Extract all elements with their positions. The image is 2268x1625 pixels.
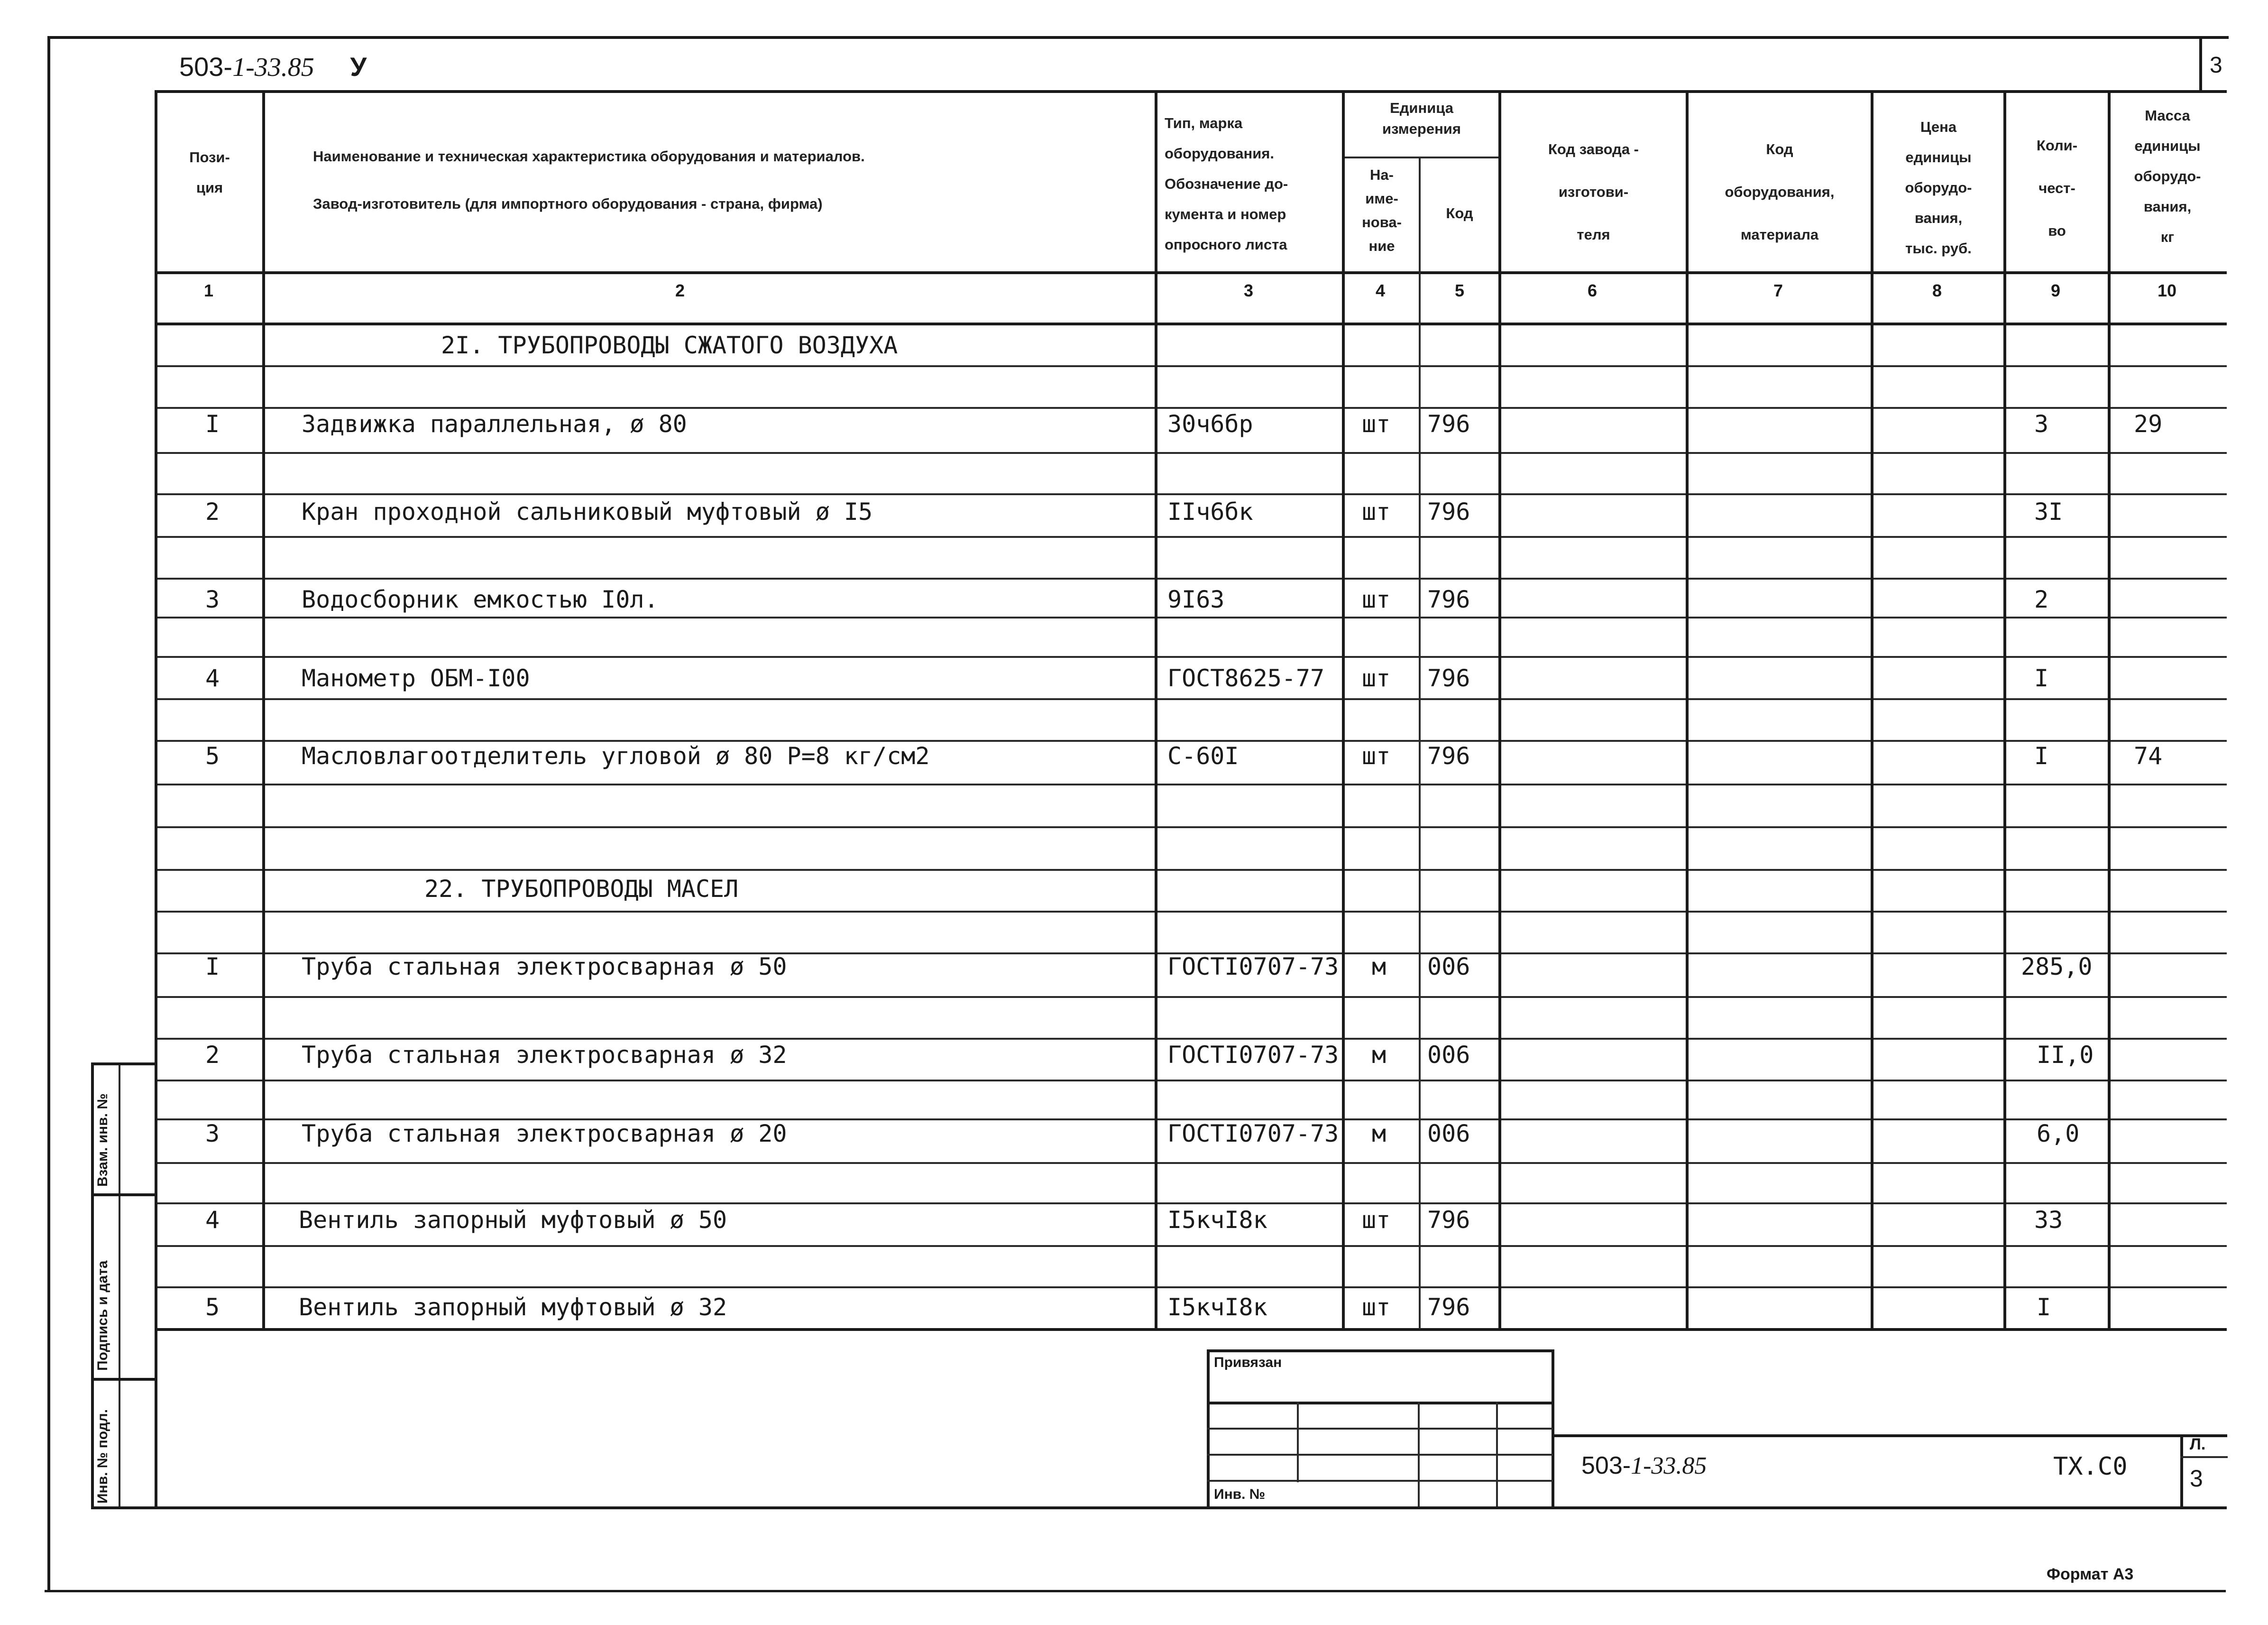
row-line — [155, 493, 2227, 495]
header-equipment-code: Код оборудования, материала — [1725, 141, 1835, 243]
side-strip-mid — [119, 1062, 120, 1508]
sheet-header: Л. — [2190, 1435, 2206, 1453]
row-unit-code: 796 — [1427, 665, 1470, 692]
col-line-6 — [1498, 90, 1501, 1329]
row-unit: м — [1372, 953, 1387, 980]
row-line — [155, 1245, 2227, 1247]
row-line — [155, 1286, 2227, 1288]
header-plant-code: Код завода - изготови- теля — [1548, 141, 1639, 243]
row-quantity: I — [2037, 1293, 2051, 1321]
row-unit: шт — [1362, 498, 1391, 526]
row-unit-code: 006 — [1427, 1041, 1470, 1069]
row-quantity: 2 — [2034, 586, 2049, 613]
sheet-number: 3 — [2190, 1465, 2203, 1492]
header-unit-name: На- име- нова- ние — [1362, 166, 1402, 254]
side-strip-top — [91, 1062, 155, 1065]
header-position: Пози- ция — [189, 149, 230, 196]
sign-date-label: Подпись и дата — [95, 1260, 110, 1371]
row-name: Манометр ОБМ-I00 — [302, 665, 530, 692]
header-quantity: Коли- чест- во — [2036, 137, 2078, 239]
row-unit: шт — [1362, 665, 1391, 692]
frame-bottom-line — [45, 1590, 2226, 1592]
row-type: I5кчI8к — [1167, 1293, 1267, 1321]
row-line — [155, 1202, 2227, 1204]
document-code-top — [179, 51, 367, 83]
column-number: 8 — [1932, 281, 1942, 300]
colnum-bottom-border — [155, 323, 2227, 325]
inv-no-label: Инв. № — [1214, 1487, 1266, 1502]
row-name: Труба стальная электросварная ø 50 — [302, 953, 787, 980]
sheet-box-left — [2180, 1434, 2183, 1508]
row-quantity: 3I — [2034, 498, 2063, 526]
side-strip-left — [91, 1062, 94, 1508]
row-name: Вентиль запорный муфтовый ø 50 — [299, 1206, 727, 1234]
bound-box-col — [1418, 1402, 1420, 1508]
row-line — [155, 1162, 2227, 1164]
row-position: 3 — [205, 586, 220, 613]
stamp-code-prefix: 503- — [1581, 1452, 1631, 1479]
row-position: 2 — [205, 498, 220, 526]
bound-box-line — [1207, 1402, 1553, 1404]
bound-label: Привязан — [1214, 1355, 1282, 1370]
row-unit: шт — [1362, 410, 1391, 438]
corner-mark: 3 — [2210, 53, 2222, 78]
header-name: Наименование и техническая характеристика оборудования и материалов. Завод-изготовитель (для импортного оборудования - страна, фирма) — [313, 148, 865, 212]
column-number: 7 — [1773, 281, 1783, 300]
row-position: 4 — [205, 1206, 220, 1234]
row-quantity: 3 — [2034, 410, 2049, 438]
row-type: I5кчI8к — [1167, 1206, 1267, 1234]
frame-top-line — [47, 36, 2229, 39]
bound-box-top — [1207, 1349, 1553, 1352]
row-name: Задвижка параллельная, ø 80 — [302, 410, 687, 438]
row-unit: м — [1372, 1041, 1387, 1069]
frame-left-line — [47, 36, 50, 1592]
column-number: 4 — [1375, 281, 1386, 300]
row-type: ГОСТI0707-73 — [1167, 1041, 1339, 1069]
row-quantity: 285,0 — [2021, 953, 2093, 980]
col-line-4 — [1342, 90, 1345, 1329]
column-number: 9 — [2050, 281, 2061, 300]
row-line — [155, 869, 2227, 871]
col-line-9 — [2003, 90, 2006, 1329]
row-unit: шт — [1362, 586, 1391, 613]
bound-box-line — [1207, 1428, 1553, 1430]
row-type: ГОСТI0707-73 — [1167, 1120, 1339, 1147]
row-position: 5 — [205, 742, 220, 770]
main-stamp-bottom — [155, 1506, 2227, 1509]
main-stamp-top — [1552, 1434, 2227, 1437]
row-line — [155, 826, 2227, 828]
row-mass: 74 — [2134, 742, 2163, 770]
bound-box-col — [1297, 1402, 1299, 1482]
row-unit-code: 006 — [1427, 1120, 1470, 1147]
row-name: Труба стальная электросварная ø 20 — [302, 1120, 787, 1147]
row-mass: 29 — [2134, 410, 2163, 438]
col-line-1 — [155, 90, 157, 1508]
col-line-8 — [1871, 90, 1873, 1329]
column-number: 1 — [203, 281, 214, 300]
side-strip-div2 — [91, 1378, 155, 1381]
row-unit-code: 796 — [1427, 1293, 1470, 1321]
replace-inv-label: Взам. инв. № — [95, 1093, 110, 1187]
header-bottom-border — [155, 271, 2227, 274]
column-number: 10 — [2157, 281, 2177, 300]
section-title: 22. ТРУБОПРОВОДЫ МАСЕЛ — [424, 875, 739, 903]
header-mass: Масса единицы оборудо- вания, кг — [2134, 107, 2201, 245]
revision-mark: У — [350, 52, 367, 82]
row-position: 2 — [205, 1041, 220, 1069]
row-line — [155, 536, 2227, 538]
row-line — [155, 911, 2227, 913]
col-line-7 — [1686, 90, 1689, 1329]
row-name: Труба стальная электросварная ø 32 — [302, 1041, 787, 1069]
row-name: Масловлагоотделитель угловой ø 80 Р=8 кг/см2 — [302, 742, 930, 770]
row-type: ГОСТI0707-73 — [1167, 953, 1339, 980]
row-quantity: 33 — [2034, 1206, 2063, 1234]
row-position: 3 — [205, 1120, 220, 1147]
row-unit-code: 796 — [1427, 586, 1470, 613]
row-position: 5 — [205, 1293, 220, 1321]
row-quantity: I — [2034, 665, 2049, 692]
stamp-document-code — [1581, 1451, 1707, 1480]
bound-box-col — [1496, 1402, 1498, 1508]
row-unit: шт — [1362, 1206, 1391, 1234]
row-type: ГОСТ8625-77 — [1167, 665, 1325, 692]
stamp-code-hand: 1-33.85 — [1631, 1452, 1707, 1479]
bound-box-line — [1207, 1480, 1553, 1482]
side-strip-bottom — [91, 1506, 155, 1509]
row-position: I — [205, 410, 220, 438]
format-label: Формат А3 — [2047, 1565, 2134, 1583]
header-type: Тип, марка оборудования. Обозначение до- кумента и номер опросного листа — [1165, 115, 1288, 253]
row-position: 4 — [205, 665, 220, 692]
row-type: 30ч6бр — [1167, 410, 1253, 438]
row-line — [155, 698, 2227, 700]
row-line — [155, 578, 2227, 580]
side-strip-div1 — [91, 1193, 155, 1196]
column-number: 2 — [675, 281, 685, 300]
row-quantity: I — [2034, 742, 2049, 770]
row-name: Вентиль запорный муфтовый ø 32 — [299, 1293, 727, 1321]
row-line — [155, 365, 2227, 367]
doc-code-prefix: 503- — [179, 52, 233, 82]
header-unit-group: Единица измерения — [1382, 100, 1461, 137]
row-unit-code: 796 — [1427, 742, 1470, 770]
table-bottom-border — [155, 1328, 2227, 1331]
doc-code-hand: 1-33.85 — [232, 53, 314, 82]
row-unit: шт — [1362, 742, 1391, 770]
bound-box-line — [1207, 1454, 1553, 1456]
table-top-border — [155, 90, 2227, 93]
row-unit: шт — [1362, 1293, 1391, 1321]
row-type: С-60I — [1167, 742, 1239, 770]
row-type: 9I63 — [1167, 586, 1225, 613]
section-title: 2I. ТРУБОПРОВОДЫ СЖАТОГО ВОЗДУХА — [441, 332, 898, 359]
inv-orig-label: Инв. № подл. — [95, 1409, 110, 1504]
header-price: Цена единицы оборудо- вания, тыс. руб. — [1905, 119, 1972, 257]
header-unit-code: Код — [1446, 205, 1473, 222]
row-quantity: 6,0 — [2037, 1120, 2080, 1147]
column-number: 3 — [1243, 281, 1254, 300]
row-line — [155, 452, 2227, 454]
col-line-3 — [1155, 90, 1157, 1329]
col-line-2 — [262, 90, 265, 1329]
row-unit-code: 796 — [1427, 498, 1470, 526]
row-line — [155, 1080, 2227, 1081]
row-unit-code: 796 — [1427, 410, 1470, 438]
row-unit-code: 796 — [1427, 1206, 1470, 1234]
top-right-tick — [2199, 36, 2202, 91]
row-line — [155, 656, 2227, 658]
row-name: Кран проходной сальниковый муфтовый ø I5 — [302, 498, 873, 526]
stamp-drawing-mark: ТХ.С0 — [2053, 1452, 2128, 1481]
row-name: Водосборник емкостью I0л. — [302, 586, 659, 613]
row-unit-code: 006 — [1427, 953, 1470, 980]
col-line-5 — [1419, 157, 1421, 1329]
row-type: IIч6бк — [1167, 498, 1253, 526]
col-line-10 — [2108, 90, 2111, 1329]
row-line — [155, 996, 2227, 998]
column-number: 6 — [1587, 281, 1598, 300]
row-line — [155, 784, 2227, 785]
sheet-box-divider — [2180, 1456, 2228, 1458]
column-number: 5 — [1454, 281, 1465, 300]
row-quantity: II,0 — [2037, 1041, 2094, 1069]
row-unit: м — [1372, 1120, 1387, 1147]
row-line — [155, 617, 2227, 619]
row-position: I — [205, 953, 220, 980]
